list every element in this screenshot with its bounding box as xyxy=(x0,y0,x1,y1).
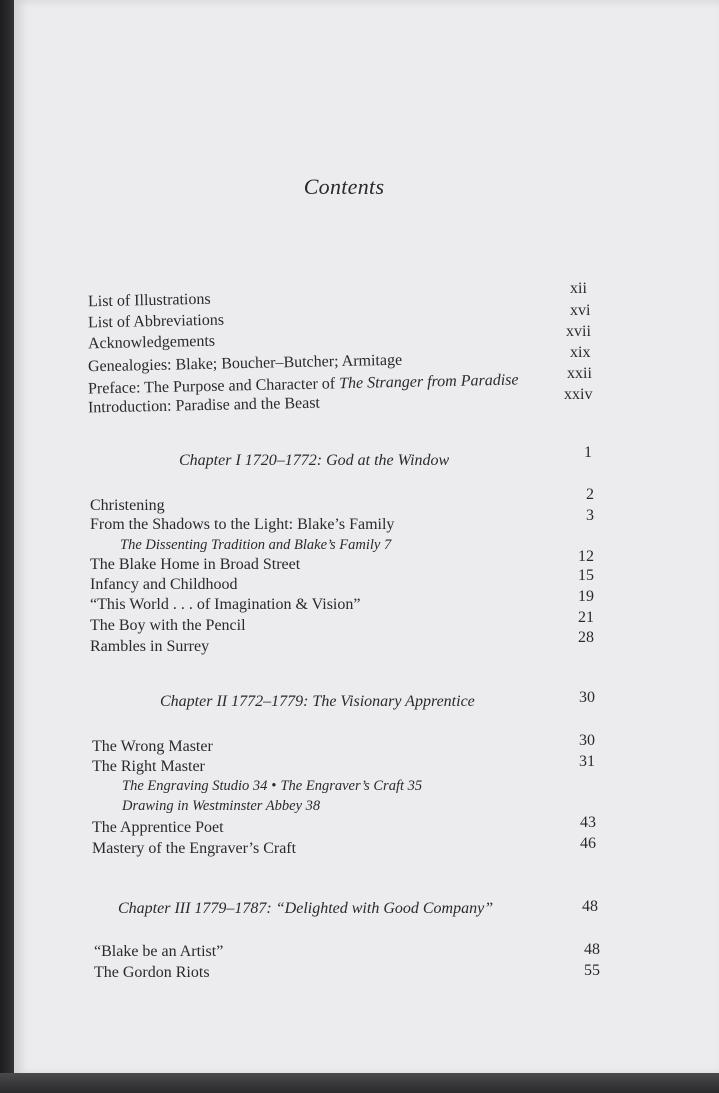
toc-entry-infancy: Infancy and Childhood xyxy=(90,576,238,593)
toc-entry-wrong-master: The Wrong Master xyxy=(92,738,213,755)
toc-entry-abbreviations: List of Abbreviations xyxy=(87,311,225,332)
toc-page-right-master: 31 xyxy=(579,753,595,770)
toc-entry-mastery-engraver: Mastery of the Engraver’s Craft xyxy=(92,840,297,857)
toc-page-christening: 2 xyxy=(586,486,594,503)
toc-page-blake-artist: 48 xyxy=(584,941,600,958)
toc-page-infancy: 15 xyxy=(578,567,594,584)
toc-page-mastery-engraver: 46 xyxy=(580,835,596,852)
engravers-craft-label: The Engraver’s Craft 35 xyxy=(280,778,423,794)
chapter-2-heading: Chapter II 1772–1779: The Visionary Apprentice xyxy=(160,693,475,710)
book-page xyxy=(14,0,719,1075)
toc-page-introduction: xxiv xyxy=(564,386,593,403)
toc-page-boy-with-pencil: 21 xyxy=(578,609,594,626)
chapter-1-page: 1 xyxy=(584,444,592,461)
toc-page-gordon-riots: 55 xyxy=(584,962,600,979)
preface-book-title: The Stranger from Paradise xyxy=(338,371,519,393)
toc-entry-blakes-family: From the Shadows to the Light: Blake’s Family xyxy=(90,516,395,533)
toc-subentry-engraving-studio xyxy=(122,778,422,795)
toc-page-imagination-vision: 19 xyxy=(578,588,594,605)
bullet-separator: • xyxy=(271,778,277,794)
toc-page-rambles-surrey: 28 xyxy=(578,629,594,646)
preface-label: Preface: The Purpose and Character of xyxy=(87,375,340,398)
toc-entry-illustrations: List of Illustrations xyxy=(87,290,211,311)
toc-entry-introduction: Introduction: Paradise and the Beast xyxy=(87,394,321,417)
page-bottom-edge xyxy=(0,1073,719,1093)
toc-page-acknowledgements: xvii xyxy=(566,323,591,340)
toc-entry-genealogies: Genealogies: Blake; Boucher–Butcher; Armitage xyxy=(87,351,403,376)
chapter-3-page: 48 xyxy=(582,898,598,915)
toc-entry-apprentice-poet: The Apprentice Poet xyxy=(92,819,224,836)
toc-entry-rambles-surrey: Rambles in Surrey xyxy=(90,638,210,655)
toc-page-genealogies: xix xyxy=(570,344,591,361)
toc-entry-gordon-riots: The Gordon Riots xyxy=(94,964,210,981)
toc-page-preface: xxii xyxy=(567,365,592,382)
page-title: Contents xyxy=(303,174,385,199)
toc-entry-right-master: The Right Master xyxy=(92,758,205,775)
toc-entry-acknowledgements: Acknowledgements xyxy=(87,332,216,353)
toc-entry-imagination-vision: “This World . . . of Imagination & Vision” xyxy=(90,596,361,613)
toc-page-apprentice-poet: 43 xyxy=(580,814,596,831)
toc-entry-boy-with-pencil: The Boy with the Pencil xyxy=(90,617,246,634)
chapter-3-heading: Chapter III 1779–1787: “Delighted with Good Company” xyxy=(118,900,494,917)
toc-page-blakes-family: 3 xyxy=(586,507,594,524)
toc-entry-christening: Christening xyxy=(90,497,165,514)
toc-page-blake-home: 12 xyxy=(578,548,594,565)
chapter-2-page: 30 xyxy=(579,689,595,706)
toc-subentry-dissenting-tradition: The Dissenting Tradition and Blake’s Family 7 xyxy=(120,537,392,553)
toc-entry-blake-artist: “Blake be an Artist” xyxy=(94,943,224,960)
toc-page-wrong-master: 30 xyxy=(579,732,595,749)
toc-entry-blake-home: The Blake Home in Broad Street xyxy=(90,556,301,573)
engraving-studio-label: The Engraving Studio 34 xyxy=(122,778,268,794)
toc-page-illustrations: xii xyxy=(570,280,587,297)
chapter-1-heading: Chapter I 1720–1772: God at the Window xyxy=(179,452,450,469)
toc-subentry-westminster-abbey: Drawing in Westminster Abbey 38 xyxy=(122,798,321,814)
toc-page-abbreviations: xvi xyxy=(570,302,591,319)
